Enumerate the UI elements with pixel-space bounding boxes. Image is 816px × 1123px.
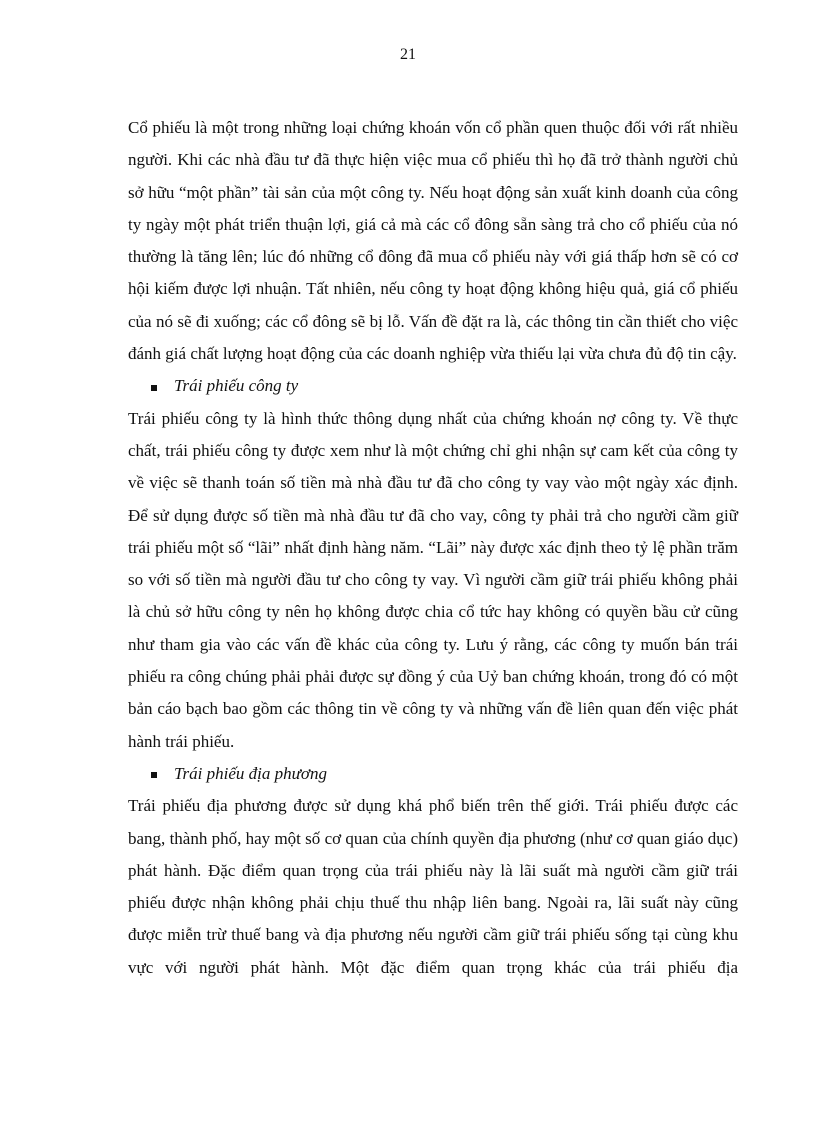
paragraph-stocks: Cổ phiếu là một trong những loại chứng khoán vốn cổ phần quen thuộc đối với rất nhiều người. Khi các nhà đầu tư đã thực hiện việc mua cổ phiếu thì họ đã trở thành người chủ sở hữu “một phần” tài sản của một công ty. Nếu hoạt động sản xuất kinh doanh của công ty ngày một phát triển thuận lợi, giá cả mà các cổ đông sẵn sàng trả cho cổ phiếu của nó thường là tăng lên; lúc đó những cổ đông đã mua cổ phiếu này với giá thấp hơn sẽ có cơ hội kiếm được lợi nhuận. Tất nhiên, nếu công ty hoạt động không hiệu quả, giá cổ phiếu của nó sẽ đi xuống; các cổ đông sẽ bị lỗ. Vấn đề đặt ra là, các thông tin cần thiết cho việc đánh giá chất lượng hoạt động của các doanh nghiệp vừa thiếu lại vừa chưa đủ độ tin cậy.: [128, 118, 738, 364]
heading-corporate-bonds: [128, 370, 738, 402]
document-body: [128, 112, 738, 984]
page-number: 21: [400, 46, 416, 63]
heading-municipal-bonds: [128, 758, 738, 790]
square-bullet-icon: [151, 772, 157, 778]
heading-text: Trái phiếu địa phương: [174, 763, 327, 783]
paragraph-corporate-bonds: Trái phiếu công ty là hình thức thông dụng nhất của chứng khoán nợ công ty. Về thực chất, trái phiếu công ty được xem như là một chứng chỉ ghi nhận sự cam kết của công ty về việc sẽ thanh toán số tiền mà nhà đầu tư đã cho công ty vay vào một ngày xác định. Để sử dụng được số tiền mà nhà đầu tư đã cho vay, công ty phải trả cho người cầm giữ trái phiếu một số “lãi” nhất định hàng năm. “Lãi” này được xác định theo tỷ lệ phần trăm so với số tiền mà người đầu tư cho công ty vay. Vì người cầm giữ trái phiếu không phải là chủ sở hữu công ty nên họ không được chia cổ tức hay không có quyền bầu cử cũng như tham gia vào các vấn đề khác của công ty. Lưu ý rằng, các công ty muốn bán trái phiếu ra công chúng phải phải được sự đồng ý của Uỷ ban chứng khoán, trong đó có một bản cáo bạch bao gồm các thông tin về công ty và những vấn đề liên quan đến việc phát hành trái phiếu.: [128, 408, 738, 751]
square-bullet-icon: [151, 385, 157, 391]
heading-text: Trái phiếu công ty: [174, 376, 299, 396]
paragraph-municipal-bonds: Trái phiếu địa phương được sử dụng khá phổ biến trên thế giới. Trái phiếu được các bang, thành phố, hay một số cơ quan của chính quyền địa phương (như cơ quan giáo dục) phát hành. Đặc điểm quan trọng của trái phiếu này là lãi suất mà người cầm giữ trái phiếu được nhận không phải chịu thuế thu nhập liên bang. Ngoài ra, lãi suất này cũng được miễn trừ thuế bang và địa phương nếu người cầm giữ trái phiếu sống tại cùng khu vực với người phát hành. Một đặc điểm quan trọng khác của trái phiếu địa: [128, 796, 738, 977]
